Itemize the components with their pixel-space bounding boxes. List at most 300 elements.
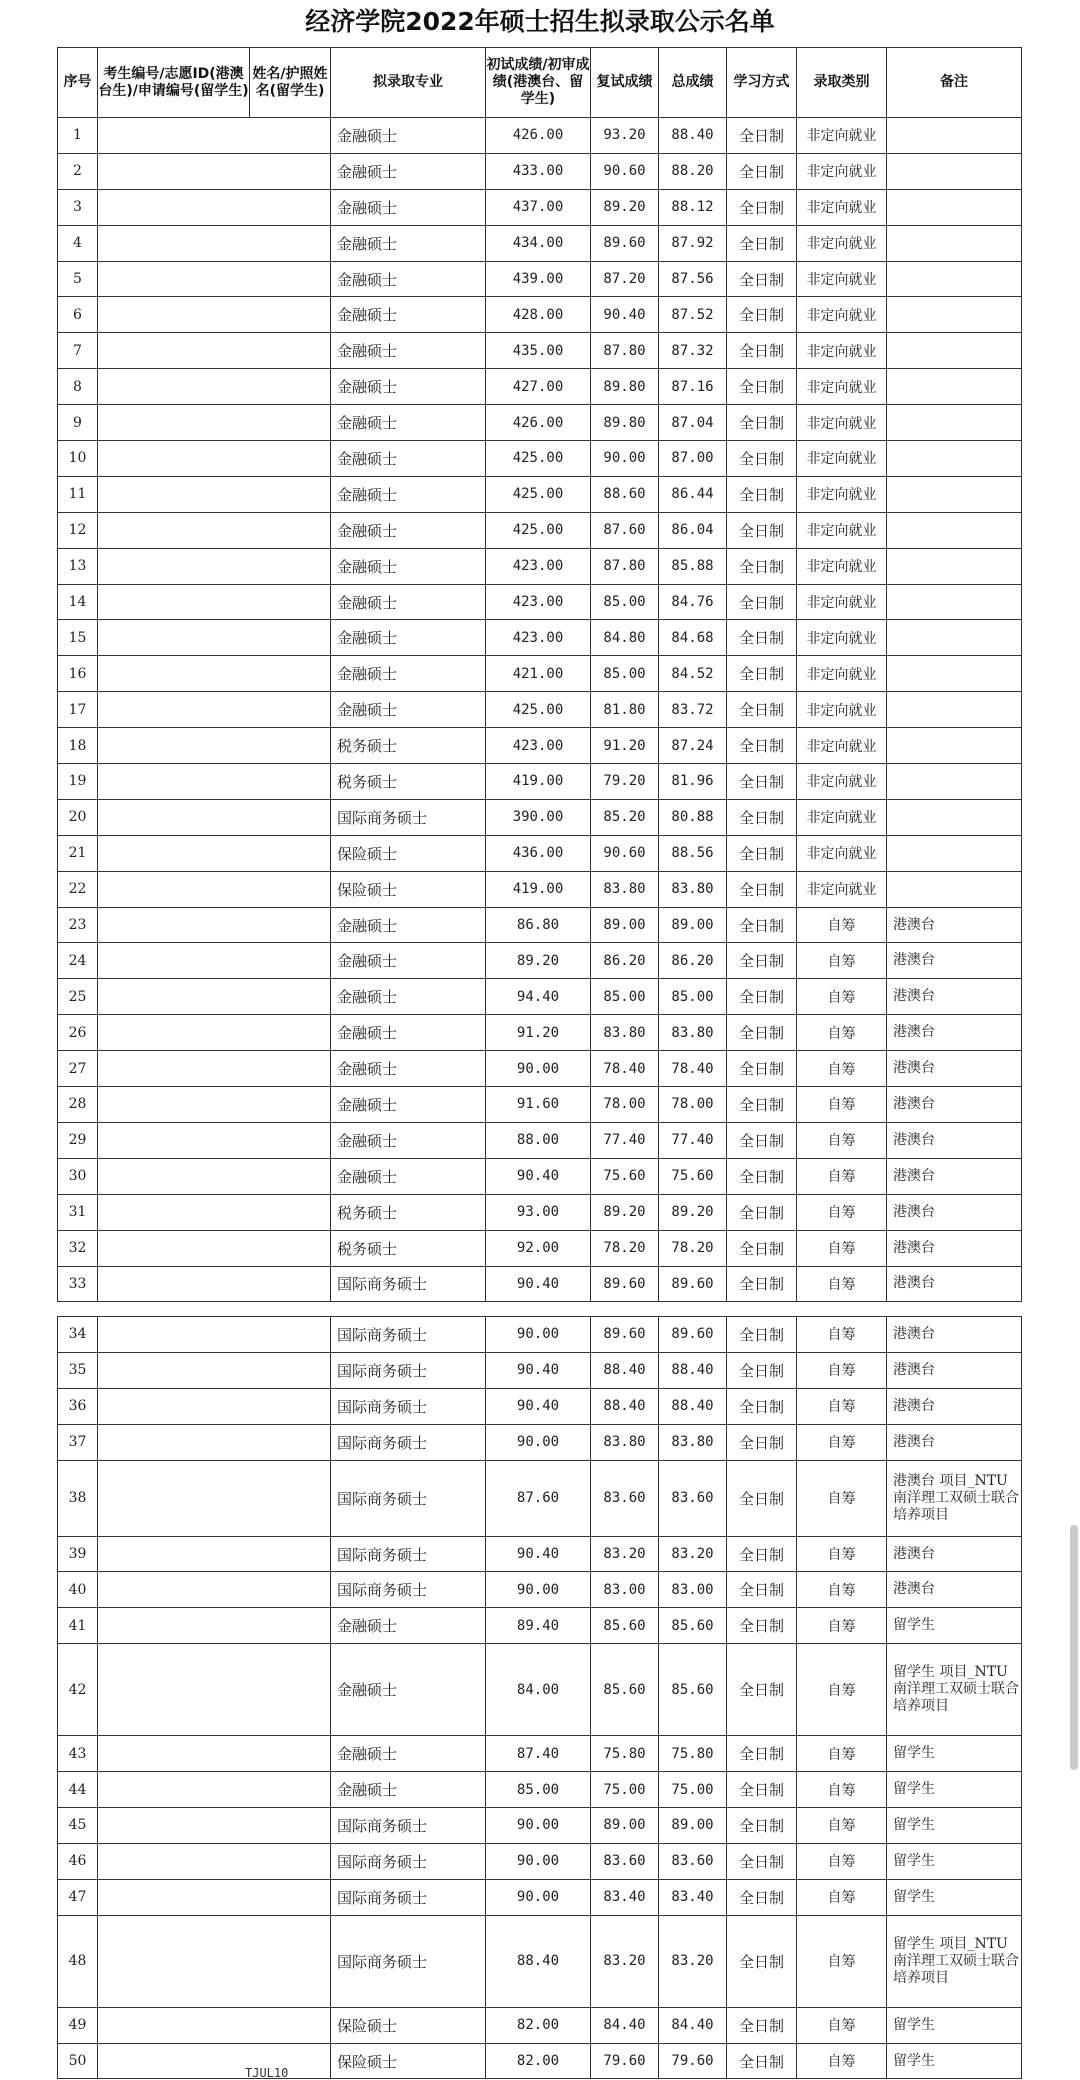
remarks-cell: 留学生: [887, 1772, 1022, 1808]
candidate-id-cell: [98, 548, 250, 584]
seq-cell: 21: [58, 835, 98, 871]
remarks-cell: [887, 333, 1022, 369]
remarks-cell: 港澳台: [887, 1317, 1022, 1353]
seq-cell: 43: [58, 1736, 98, 1772]
initial-score-cell: 428.00: [486, 297, 591, 333]
initial-score-cell: 426.00: [486, 118, 591, 154]
admission-category-cell: 自筹: [797, 1879, 887, 1915]
initial-score-cell: 87.60: [486, 1460, 591, 1536]
remarks-cell: [887, 441, 1022, 477]
total-score-cell: 89.60: [659, 1317, 727, 1353]
candidate-id-cell: [98, 1536, 250, 1572]
candidate-id-cell: [98, 405, 250, 441]
major-cell: 金融硕士: [331, 620, 486, 656]
seq-cell: 3: [58, 189, 98, 225]
retest-score-cell: 84.40: [591, 2007, 659, 2043]
total-score-cell: 88.20: [659, 153, 727, 189]
remarks-cell: 港澳台: [887, 979, 1022, 1015]
seq-cell: 33: [58, 1266, 98, 1302]
remarks-cell: [887, 118, 1022, 154]
candidate-id-cell: [98, 1051, 250, 1087]
candidate-id-cell: [98, 1736, 250, 1772]
table-row: [58, 1051, 1022, 1087]
major-cell: 金融硕士: [331, 333, 486, 369]
table-row: [58, 261, 1022, 297]
admission-category-cell: 自筹: [797, 907, 887, 943]
initial-score-cell: 425.00: [486, 512, 591, 548]
study-mode-cell: 全日制: [727, 1879, 797, 1915]
name-cell: [250, 584, 331, 620]
table-row: [58, 1460, 1022, 1536]
candidate-id-cell: [98, 225, 250, 261]
table-row: [58, 1317, 1022, 1353]
table-row: [58, 1122, 1022, 1158]
total-score-cell: 85.60: [659, 1644, 727, 1736]
admission-category-cell: 自筹: [797, 1122, 887, 1158]
candidate-id-cell: [98, 1317, 250, 1353]
candidate-id-cell: [98, 1644, 250, 1736]
admission-category-cell: 非定向就业: [797, 476, 887, 512]
remarks-cell: 留学生: [887, 2007, 1022, 2043]
major-cell: 金融硕士: [331, 476, 486, 512]
remarks-cell: 留学生 项目_NTU南洋理工双硕士联合培养项目: [887, 1644, 1022, 1736]
admission-category-cell: 非定向就业: [797, 225, 887, 261]
seq-cell: 5: [58, 261, 98, 297]
major-cell: 金融硕士: [331, 943, 486, 979]
candidate-id-cell: [98, 692, 250, 728]
study-mode-cell: 全日制: [727, 979, 797, 1015]
admission-category-cell: 非定向就业: [797, 799, 887, 835]
admission-category-cell: 自筹: [797, 1317, 887, 1353]
retest-score-cell: 90.60: [591, 835, 659, 871]
study-mode-cell: 全日制: [727, 476, 797, 512]
admission-category-cell: 非定向就业: [797, 656, 887, 692]
seq-cell: 15: [58, 620, 98, 656]
admission-category-cell: 非定向就业: [797, 261, 887, 297]
total-score-cell: 83.80: [659, 1424, 727, 1460]
initial-score-cell: 439.00: [486, 261, 591, 297]
admission-category-cell: 自筹: [797, 1843, 887, 1879]
initial-score-cell: 423.00: [486, 584, 591, 620]
remarks-cell: [887, 153, 1022, 189]
seq-cell: 42: [58, 1644, 98, 1736]
initial-score-cell: 90.40: [486, 1388, 591, 1424]
retest-score-cell: 87.20: [591, 261, 659, 297]
initial-score-cell: 90.40: [486, 1536, 591, 1572]
major-cell: 保险硕士: [331, 835, 486, 871]
candidate-id-cell: [98, 1424, 250, 1460]
major-cell: 国际商务硕士: [331, 1424, 486, 1460]
header-remarks: 备注: [887, 48, 1022, 118]
remarks-cell: [887, 692, 1022, 728]
table-row: [58, 907, 1022, 943]
table-row: [58, 1015, 1022, 1051]
candidate-id-cell: [98, 1808, 250, 1844]
major-cell: 金融硕士: [331, 1736, 486, 1772]
initial-score-cell: 421.00: [486, 656, 591, 692]
candidate-id-cell: [98, 764, 250, 800]
admission-category-cell: 非定向就业: [797, 548, 887, 584]
admission-category-cell: 自筹: [797, 1460, 887, 1536]
table-row: [58, 835, 1022, 871]
name-cell: [250, 405, 331, 441]
admission-category-cell: 非定向就业: [797, 512, 887, 548]
seq-cell: 30: [58, 1158, 98, 1194]
initial-score-cell: 423.00: [486, 728, 591, 764]
total-score-cell: 83.20: [659, 1915, 727, 2007]
total-score-cell: 78.00: [659, 1087, 727, 1123]
study-mode-cell: 全日制: [727, 1388, 797, 1424]
admission-category-cell: 非定向就业: [797, 189, 887, 225]
initial-score-cell: 86.80: [486, 907, 591, 943]
initial-score-cell: 433.00: [486, 153, 591, 189]
retest-score-cell: 89.80: [591, 369, 659, 405]
total-score-cell: 88.40: [659, 1388, 727, 1424]
total-score-cell: 77.40: [659, 1122, 727, 1158]
name-cell: [250, 548, 331, 584]
candidate-id-cell: [98, 907, 250, 943]
table-row: [58, 2007, 1022, 2043]
table-row: [58, 333, 1022, 369]
remarks-cell: 留学生 项目_NTU南洋理工双硕士联合培养项目: [887, 1915, 1022, 2007]
admission-category-cell: 自筹: [797, 1772, 887, 1808]
admission-category-cell: 非定向就业: [797, 297, 887, 333]
study-mode-cell: 全日制: [727, 656, 797, 692]
major-cell: 税务硕士: [331, 1194, 486, 1230]
study-mode-cell: 全日制: [727, 1087, 797, 1123]
header-study-mode: 学习方式: [727, 48, 797, 118]
seq-cell: 8: [58, 369, 98, 405]
retest-score-cell: 89.20: [591, 189, 659, 225]
candidate-id-cell: [98, 1879, 250, 1915]
name-cell: [250, 1460, 331, 1536]
remarks-cell: 留学生: [887, 1879, 1022, 1915]
admission-category-cell: 非定向就业: [797, 835, 887, 871]
retest-score-cell: 90.00: [591, 441, 659, 477]
candidate-id-cell: [98, 1122, 250, 1158]
study-mode-cell: 全日制: [727, 548, 797, 584]
table-row: [58, 1772, 1022, 1808]
initial-score-cell: 425.00: [486, 441, 591, 477]
name-cell: [250, 369, 331, 405]
study-mode-cell: 全日制: [727, 1424, 797, 1460]
total-score-cell: 83.20: [659, 1536, 727, 1572]
remarks-cell: 港澳台: [887, 1352, 1022, 1388]
total-score-cell: 84.76: [659, 584, 727, 620]
total-score-cell: 86.04: [659, 512, 727, 548]
table-row: [58, 799, 1022, 835]
candidate-id-cell: [98, 441, 250, 477]
seq-cell: 31: [58, 1194, 98, 1230]
admission-category-cell: 自筹: [797, 1352, 887, 1388]
initial-score-cell: 423.00: [486, 620, 591, 656]
admission-category-cell: 非定向就业: [797, 153, 887, 189]
retest-score-cell: 81.80: [591, 692, 659, 728]
candidate-id-cell: [98, 1087, 250, 1123]
table-row: [58, 512, 1022, 548]
initial-score-cell: 82.00: [486, 2043, 591, 2079]
retest-score-cell: 83.80: [591, 871, 659, 907]
candidate-id-cell: [98, 1915, 250, 2007]
candidate-id-cell: [98, 153, 250, 189]
retest-score-cell: 78.20: [591, 1230, 659, 1266]
remarks-cell: 港澳台: [887, 1388, 1022, 1424]
admission-category-cell: 自筹: [797, 1230, 887, 1266]
name-cell: [250, 835, 331, 871]
seq-cell: 4: [58, 225, 98, 261]
initial-score-cell: 90.00: [486, 1424, 591, 1460]
candidate-id-cell: [98, 1266, 250, 1302]
table-row: [58, 1879, 1022, 1915]
seq-cell: 11: [58, 476, 98, 512]
study-mode-cell: 全日制: [727, 1158, 797, 1194]
study-mode-cell: 全日制: [727, 1317, 797, 1353]
initial-score-cell: 89.40: [486, 1608, 591, 1644]
name-cell: [250, 1087, 331, 1123]
total-score-cell: 87.00: [659, 441, 727, 477]
table-row: [58, 548, 1022, 584]
initial-score-cell: 390.00: [486, 799, 591, 835]
study-mode-cell: 全日制: [727, 333, 797, 369]
study-mode-cell: 全日制: [727, 1772, 797, 1808]
retest-score-cell: 78.40: [591, 1051, 659, 1087]
seq-cell: 2: [58, 153, 98, 189]
seq-cell: 7: [58, 333, 98, 369]
name-cell: [250, 799, 331, 835]
candidate-id-cell: [98, 728, 250, 764]
admission-category-cell: 自筹: [797, 943, 887, 979]
name-cell: [250, 225, 331, 261]
candidate-id-cell: [98, 1608, 250, 1644]
initial-score-cell: 419.00: [486, 871, 591, 907]
retest-score-cell: 88.40: [591, 1352, 659, 1388]
name-cell: [250, 1644, 331, 1736]
seq-cell: 46: [58, 1843, 98, 1879]
initial-score-cell: 437.00: [486, 189, 591, 225]
retest-score-cell: 75.80: [591, 1736, 659, 1772]
major-cell: 金融硕士: [331, 441, 486, 477]
candidate-id-cell: [98, 297, 250, 333]
name-cell: [250, 907, 331, 943]
table-row: [58, 369, 1022, 405]
name-cell: [250, 153, 331, 189]
major-cell: 金融硕士: [331, 1608, 486, 1644]
remarks-cell: 港澳台: [887, 1087, 1022, 1123]
retest-score-cell: 83.20: [591, 1536, 659, 1572]
admission-category-cell: 自筹: [797, 1608, 887, 1644]
major-cell: 金融硕士: [331, 1087, 486, 1123]
admission-category-cell: 自筹: [797, 1388, 887, 1424]
page-title: 经济学院2022年硕士招生拟录取公示名单: [305, 7, 775, 36]
name-cell: [250, 1772, 331, 1808]
remarks-cell: 留学生: [887, 1843, 1022, 1879]
retest-score-cell: 87.80: [591, 333, 659, 369]
header-major: 拟录取专业: [331, 48, 486, 118]
table-row: [58, 871, 1022, 907]
seq-cell: 18: [58, 728, 98, 764]
remarks-cell: 港澳台: [887, 1015, 1022, 1051]
remarks-cell: 港澳台: [887, 1572, 1022, 1608]
table-row: [58, 189, 1022, 225]
major-cell: 国际商务硕士: [331, 1460, 486, 1536]
initial-score-cell: 94.40: [486, 979, 591, 1015]
study-mode-cell: 全日制: [727, 225, 797, 261]
header-admission-category: 录取类别: [797, 48, 887, 118]
seq-cell: 39: [58, 1536, 98, 1572]
remarks-cell: 港澳台: [887, 907, 1022, 943]
initial-score-cell: 435.00: [486, 333, 591, 369]
candidate-id-cell: [98, 512, 250, 548]
seq-cell: 44: [58, 1772, 98, 1808]
study-mode-cell: 全日制: [727, 189, 797, 225]
remarks-cell: [887, 835, 1022, 871]
total-score-cell: 83.00: [659, 1572, 727, 1608]
total-score-cell: 88.40: [659, 1352, 727, 1388]
seq-cell: 47: [58, 1879, 98, 1915]
initial-score-cell: 427.00: [486, 369, 591, 405]
study-mode-cell: 全日制: [727, 261, 797, 297]
total-score-cell: 85.60: [659, 1608, 727, 1644]
study-mode-cell: 全日制: [727, 1122, 797, 1158]
seq-cell: 23: [58, 907, 98, 943]
candidate-id-cell: [98, 333, 250, 369]
major-cell: 金融硕士: [331, 261, 486, 297]
name-cell: [250, 2007, 331, 2043]
initial-score-cell: 90.00: [486, 1051, 591, 1087]
retest-score-cell: 79.60: [591, 2043, 659, 2079]
major-cell: 国际商务硕士: [331, 1879, 486, 1915]
initial-score-cell: 90.00: [486, 1572, 591, 1608]
retest-score-cell: 84.80: [591, 620, 659, 656]
seq-cell: 49: [58, 2007, 98, 2043]
table-row: [58, 584, 1022, 620]
table-row: [58, 1230, 1022, 1266]
header-candidate-id: 考生编号/志愿ID(港澳台生)/申请编号(留学生): [98, 48, 250, 118]
initial-score-cell: 91.60: [486, 1087, 591, 1123]
admission-category-cell: 非定向就业: [797, 764, 887, 800]
name-cell: [250, 297, 331, 333]
admission-category-cell: 非定向就业: [797, 584, 887, 620]
candidate-id-cell: [98, 2043, 250, 2079]
study-mode-cell: 全日制: [727, 1266, 797, 1302]
initial-score-cell: 90.00: [486, 1808, 591, 1844]
retest-score-cell: 78.00: [591, 1087, 659, 1123]
retest-score-cell: 91.20: [591, 728, 659, 764]
remarks-cell: 港澳台 项目_NTU南洋理工双硕士联合培养项目: [887, 1460, 1022, 1536]
initial-score-cell: 90.00: [486, 1843, 591, 1879]
name-cell: [250, 1194, 331, 1230]
name-cell: [250, 1122, 331, 1158]
admission-category-cell: 非定向就业: [797, 441, 887, 477]
seq-cell: 14: [58, 584, 98, 620]
total-score-cell: 84.68: [659, 620, 727, 656]
candidate-id-cell: [98, 1194, 250, 1230]
candidate-id-cell: [98, 799, 250, 835]
initial-score-cell: 93.00: [486, 1194, 591, 1230]
total-score-cell: 78.40: [659, 1051, 727, 1087]
major-cell: 国际商务硕士: [331, 1915, 486, 2007]
header-total-score: 总成绩: [659, 48, 727, 118]
table-row: [58, 620, 1022, 656]
study-mode-cell: 全日制: [727, 799, 797, 835]
table-row: [58, 656, 1022, 692]
table-header-row: [58, 48, 1022, 118]
retest-score-cell: 85.00: [591, 584, 659, 620]
seq-cell: 24: [58, 943, 98, 979]
major-cell: 税务硕士: [331, 764, 486, 800]
candidate-id-cell: [98, 261, 250, 297]
candidate-id-cell: [98, 620, 250, 656]
header-initial-score: 初试成绩/初审成绩(港澳台、留学生): [486, 48, 591, 118]
remarks-cell: 港澳台: [887, 1266, 1022, 1302]
initial-score-cell: 90.40: [486, 1352, 591, 1388]
major-cell: 金融硕士: [331, 1158, 486, 1194]
admission-category-cell: 自筹: [797, 1424, 887, 1460]
table-row: [58, 979, 1022, 1015]
total-score-cell: 83.72: [659, 692, 727, 728]
remarks-cell: [887, 584, 1022, 620]
admission-category-cell: 非定向就业: [797, 728, 887, 764]
study-mode-cell: 全日制: [727, 1015, 797, 1051]
name-cell: [250, 1808, 331, 1844]
seq-cell: 40: [58, 1572, 98, 1608]
initial-score-cell: 87.40: [486, 1736, 591, 1772]
name-cell: [250, 476, 331, 512]
seq-cell: 9: [58, 405, 98, 441]
total-score-cell: 83.60: [659, 1460, 727, 1536]
remarks-cell: [887, 799, 1022, 835]
name-cell: [250, 1015, 331, 1051]
retest-score-cell: 93.20: [591, 118, 659, 154]
major-cell: 金融硕士: [331, 1015, 486, 1051]
remarks-cell: [887, 476, 1022, 512]
total-score-cell: 87.04: [659, 405, 727, 441]
table-row: [58, 764, 1022, 800]
major-cell: 金融硕士: [331, 1122, 486, 1158]
seq-cell: 22: [58, 871, 98, 907]
candidate-id-cell: [98, 835, 250, 871]
total-score-cell: 89.20: [659, 1194, 727, 1230]
major-cell: 金融硕士: [331, 1051, 486, 1087]
total-score-cell: 88.12: [659, 189, 727, 225]
total-score-cell: 81.96: [659, 764, 727, 800]
seq-cell: 37: [58, 1424, 98, 1460]
remarks-cell: 留学生: [887, 1608, 1022, 1644]
retest-score-cell: 83.60: [591, 1843, 659, 1879]
major-cell: 国际商务硕士: [331, 1388, 486, 1424]
table-row: [58, 1352, 1022, 1388]
name-cell: [250, 620, 331, 656]
seq-cell: 13: [58, 548, 98, 584]
study-mode-cell: 全日制: [727, 369, 797, 405]
candidate-id-cell: [98, 476, 250, 512]
name-cell: [250, 1266, 331, 1302]
retest-score-cell: 88.60: [591, 476, 659, 512]
table-row: [58, 1843, 1022, 1879]
total-score-cell: 89.60: [659, 1266, 727, 1302]
retest-score-cell: 89.60: [591, 225, 659, 261]
study-mode-cell: 全日制: [727, 441, 797, 477]
study-mode-cell: 全日制: [727, 1460, 797, 1536]
study-mode-cell: 全日制: [727, 1915, 797, 2007]
scrollbar-thumb[interactable]: [1070, 1525, 1078, 1770]
remarks-cell: 港澳台: [887, 1230, 1022, 1266]
seq-cell: 6: [58, 297, 98, 333]
remarks-cell: 港澳台: [887, 1194, 1022, 1230]
initial-score-cell: 84.00: [486, 1644, 591, 1736]
retest-score-cell: 83.40: [591, 1879, 659, 1915]
remarks-cell: [887, 369, 1022, 405]
